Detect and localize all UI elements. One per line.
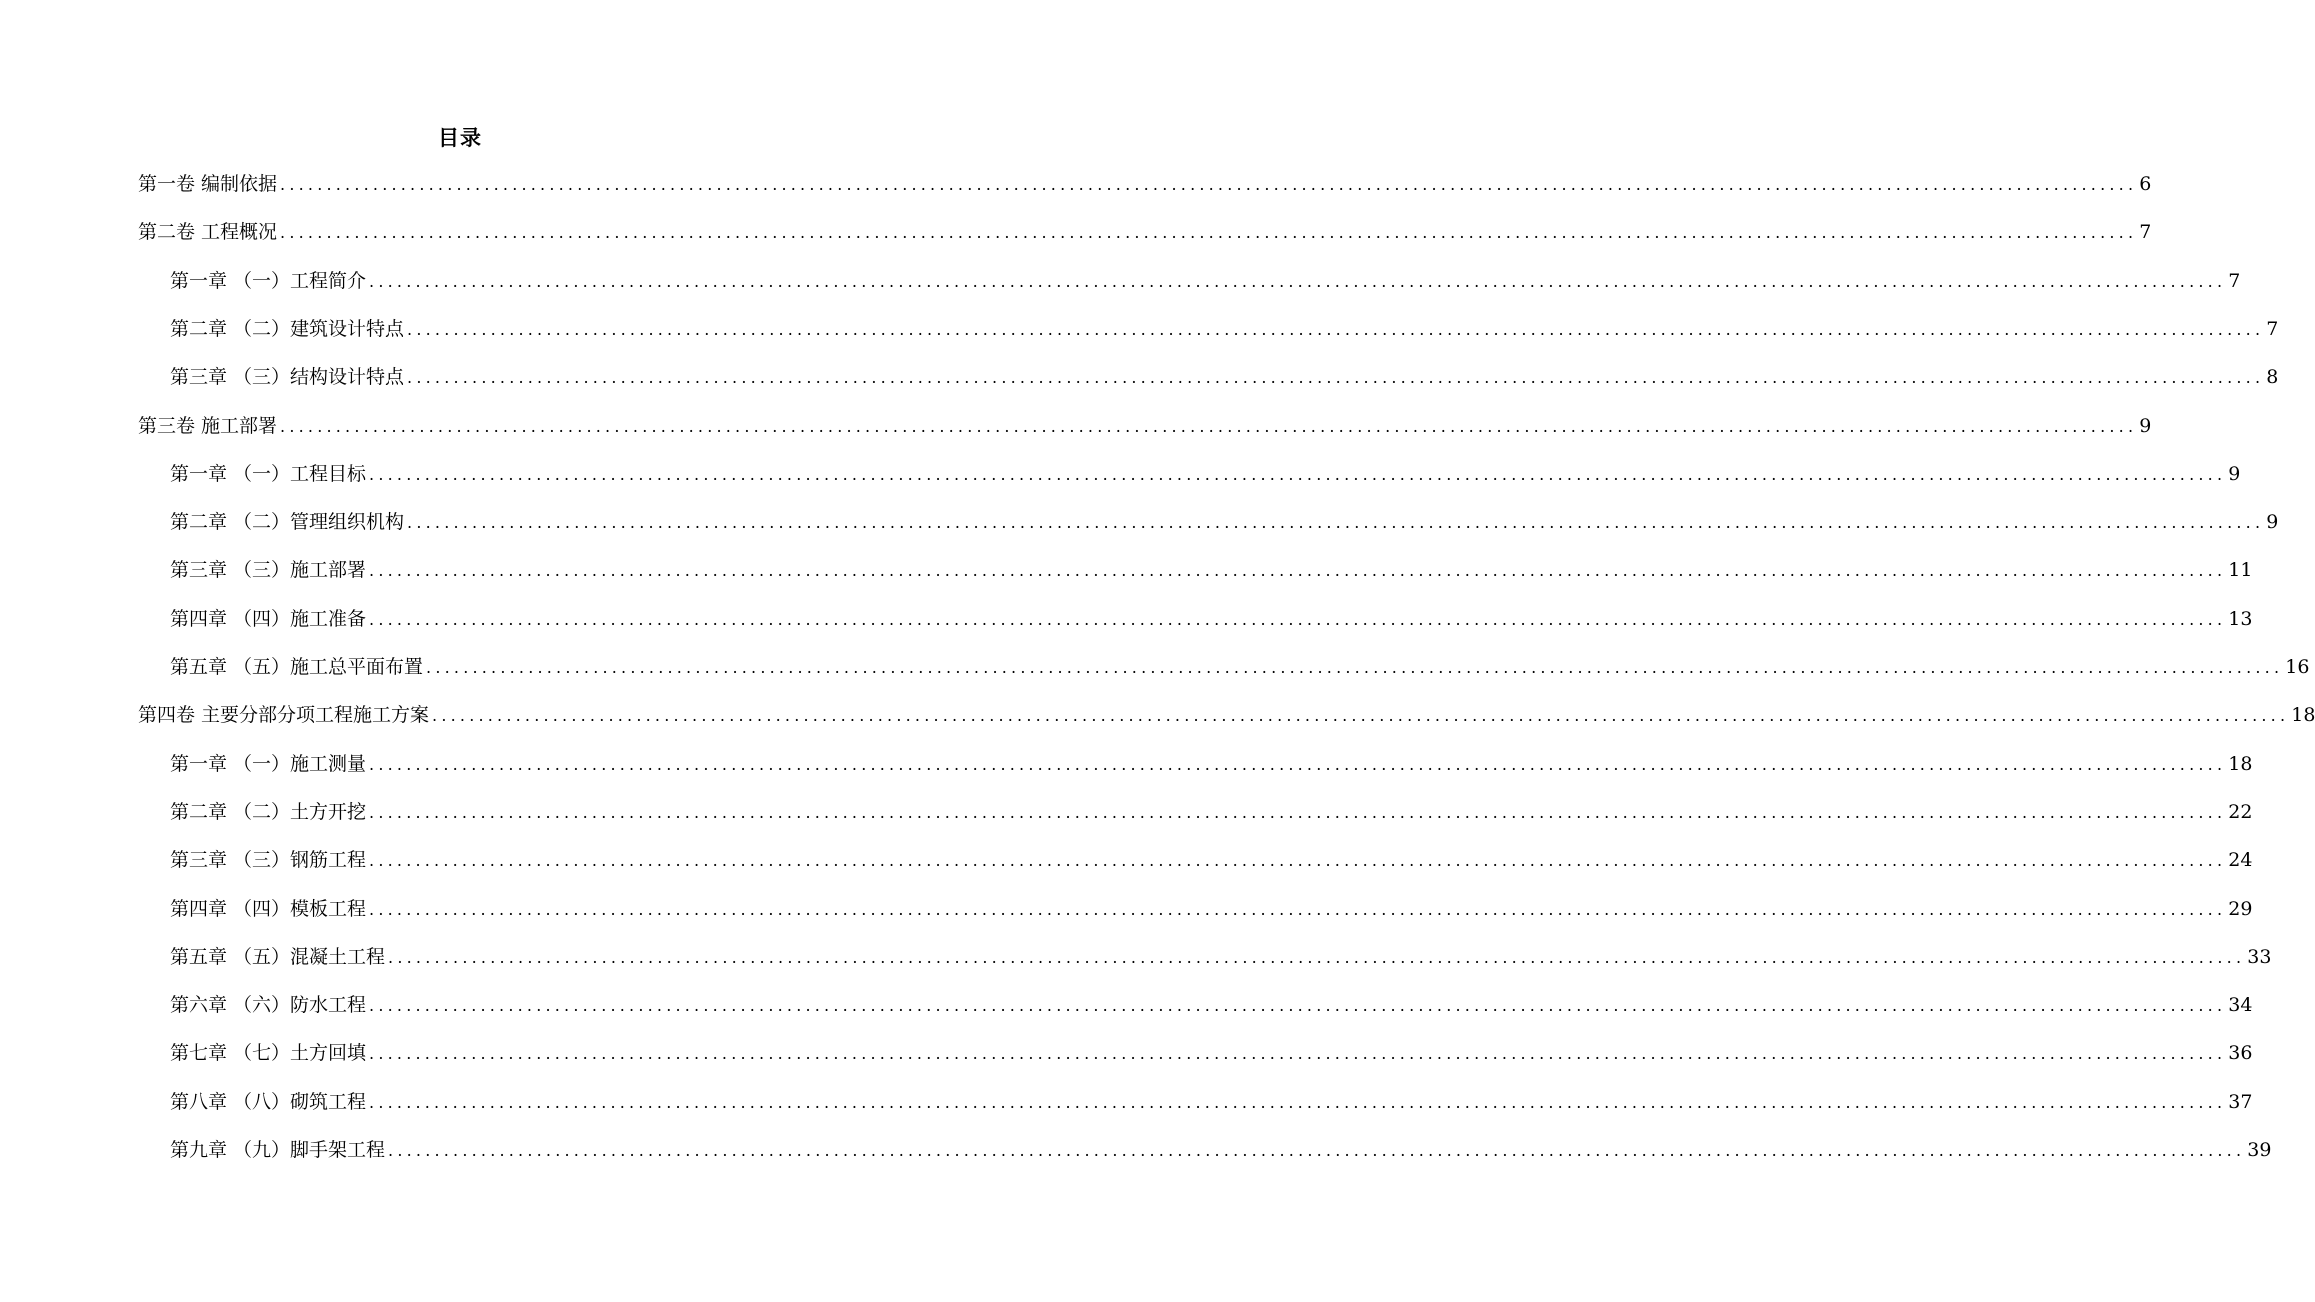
toc-chapter-entry[interactable]: [170, 981, 2253, 1029]
toc-dot-leader: ........................................................................................................................................................................................................: [369, 1092, 2227, 1112]
toc-chapter-entry[interactable]: [170, 305, 2279, 353]
toc-page-number: 7: [2228, 269, 2241, 292]
toc-page-number: 7: [2139, 221, 2152, 244]
toc-dot-leader: ........................................................................................................................................................................................................: [369, 802, 2227, 822]
toc-entry-text: 第八章 （八）砌筑工程: [170, 1090, 367, 1113]
toc-entry-text: 第四章 （四）模板工程: [170, 897, 367, 920]
toc-entry-text: 第二章 （二）土方开挖: [170, 800, 367, 823]
toc-page-number: 39: [2247, 1139, 2272, 1161]
toc-dot-leader: ........................................................................................................................................................................................................: [432, 706, 2290, 726]
toc-dot-leader: ........................................................................................................................................................................................................: [369, 609, 2227, 629]
toc-page-number: 37: [2228, 1090, 2253, 1113]
toc-entry-text: 第三章 （三）钢筋工程: [170, 849, 367, 872]
toc-entry-text: 第一卷 编制依据: [138, 173, 278, 195]
toc-page-number: 11: [2228, 559, 2253, 582]
toc-dot-leader: ........................................................................................................................................................................................................: [369, 464, 2227, 484]
toc-chapter-entry[interactable]: [170, 498, 2279, 546]
toc-page-number: 36: [2228, 1042, 2253, 1065]
toc-chapter-entry[interactable]: [170, 740, 2253, 788]
toc-volume-entry[interactable]: [138, 402, 2152, 450]
toc-title: 目录: [438, 125, 482, 150]
toc-entry-text: 第四卷 主要分部分项工程施工方案: [138, 704, 430, 727]
toc-dot-leader: ........................................................................................................................................................................................................: [369, 1044, 2227, 1064]
toc-dot-leader: ........................................................................................................................................................................................................: [280, 416, 2138, 436]
toc-dot-leader: ........................................................................................................................................................................................................: [369, 899, 2227, 919]
toc-entry-text: 第二卷 工程概况: [138, 221, 278, 244]
toc-entry-text: 第五章 （五）施工总平面布置: [170, 656, 424, 678]
toc-page-number: 9: [2228, 462, 2241, 485]
toc-volume-entry[interactable]: [138, 160, 2152, 208]
toc-chapter-entry[interactable]: [170, 643, 2310, 691]
toc-dot-leader: ........................................................................................................................................................................................................: [369, 561, 2227, 581]
toc-volume-entry[interactable]: [138, 691, 2315, 739]
toc-chapter-entry[interactable]: [170, 546, 2253, 594]
toc-page-number: 29: [2228, 897, 2253, 920]
toc-entry-text: 第七章 （七）土方回填: [170, 1042, 367, 1065]
toc-dot-leader: ........................................................................................................................................................................................................: [369, 996, 2227, 1016]
toc-page-number: 9: [2139, 414, 2152, 437]
toc-entry-text: 第六章 （六）防水工程: [170, 994, 367, 1017]
toc-dot-leader: ........................................................................................................................................................................................................: [407, 368, 2265, 388]
toc-page-number: 7: [2266, 317, 2279, 340]
toc-dot-leader: ........................................................................................................................................................................................................: [280, 223, 2138, 243]
toc-page-number: 18: [2228, 752, 2253, 775]
toc-chapter-entry[interactable]: [170, 885, 2253, 933]
toc-entry-text: 第二章 （二）管理组织机构: [170, 511, 405, 534]
toc-page-number: 24: [2228, 849, 2253, 872]
toc-dot-leader: ........................................................................................................................................................................................................: [388, 947, 2246, 967]
toc-volume-entry[interactable]: [138, 208, 2152, 256]
toc-chapter-entry[interactable]: [170, 257, 2241, 305]
toc-dot-leader: ........................................................................................................................................................................................................: [369, 271, 2227, 291]
toc-dot-leader: ........................................................................................................................................................................................................: [388, 1141, 2246, 1160]
toc-chapter-entry[interactable]: [170, 1078, 2253, 1126]
toc-dot-leader: ........................................................................................................................................................................................................: [280, 175, 2138, 194]
toc-page-number: 9: [2266, 511, 2279, 534]
toc-chapter-entry[interactable]: [170, 836, 2253, 884]
toc-page-number: 8: [2266, 366, 2279, 389]
toc-entry-text: 第一章 （一）施工测量: [170, 752, 367, 775]
toc-dot-leader: ........................................................................................................................................................................................................: [426, 658, 2284, 677]
toc-chapter-entry[interactable]: [170, 595, 2253, 643]
toc-entry-text: 第三卷 施工部署: [138, 414, 278, 437]
toc-page-number: 6: [2139, 173, 2152, 195]
toc-entry-text: 第一章 （一）工程简介: [170, 269, 367, 292]
toc-chapter-entry[interactable]: [170, 933, 2272, 981]
toc-entry-text: 第九章 （九）脚手架工程: [170, 1139, 386, 1161]
toc-chapter-entry[interactable]: [170, 788, 2253, 836]
toc-chapter-entry[interactable]: [170, 1126, 2272, 1174]
toc-entry-text: 第三章 （三）结构设计特点: [170, 366, 405, 389]
toc-entry-text: 第五章 （五）混凝土工程: [170, 945, 386, 968]
toc-entry-text: 第四章 （四）施工准备: [170, 607, 367, 630]
toc-page-number: 18: [2291, 704, 2315, 727]
toc-dot-leader: ........................................................................................................................................................................................................: [407, 513, 2265, 533]
toc-entry-text: 第二章 （二）建筑设计特点: [170, 317, 405, 340]
toc-page-number: 22: [2228, 800, 2253, 823]
toc-page-number: 13: [2228, 607, 2253, 630]
toc-chapter-entry[interactable]: [170, 450, 2241, 498]
toc-chapter-entry[interactable]: [170, 353, 2279, 401]
toc-page-number: 33: [2247, 945, 2272, 968]
toc-dot-leader: ........................................................................................................................................................................................................: [369, 754, 2227, 774]
toc-entry-text: 第三章 （三）施工部署: [170, 559, 367, 582]
toc-chapter-entry[interactable]: [170, 1029, 2253, 1077]
toc-dot-leader: ........................................................................................................................................................................................................: [369, 851, 2227, 871]
toc-page-number: 16: [2285, 656, 2310, 678]
toc-entry-text: 第一章 （一）工程目标: [170, 462, 367, 485]
toc-page-number: 34: [2228, 994, 2253, 1017]
toc-dot-leader: ........................................................................................................................................................................................................: [407, 319, 2265, 339]
